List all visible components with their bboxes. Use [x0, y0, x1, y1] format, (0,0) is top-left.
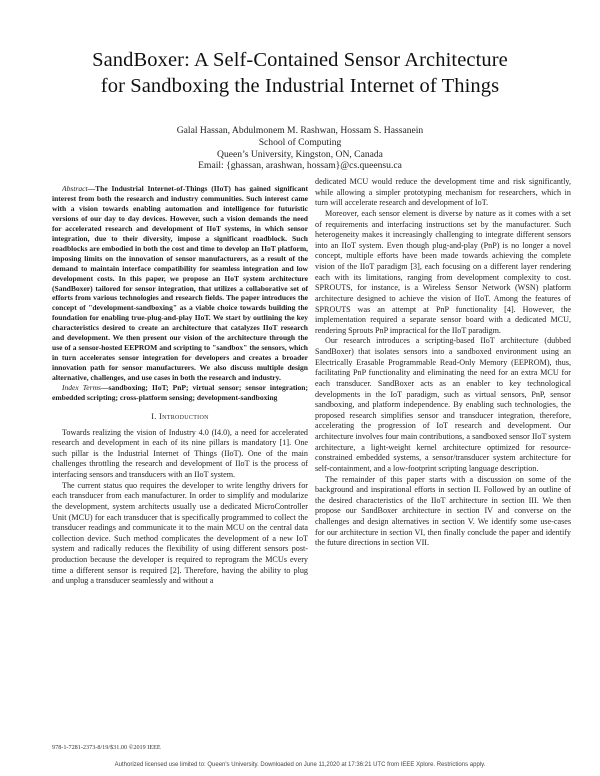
right-column [315, 177, 571, 549]
intro-paragraph-1: Towards realizing the vision of Industry 4.0 (I4.0), a need for accelerated research and development in each of its nine pillars is mandatory [1]. One such pillar is the Industrial Internet of Things (IIoT). One of the main challenges throttling the research and development of IIoT is the process of interfacing sensors and transducers with an IIoT system. [52, 427, 308, 480]
intro-paragraph-2: The current status quo requires the developer to write lengthy drivers for each transducer from each manufacturer. In order to simplify and modularize the development, system architects usually use a dedicated MicroController Unit (MCU) for each transducer that is specifically programmed to collect the transducer readings and communicate it to the main MCU on the central data collection device. Such method complicates the development of a new IoT system and radically reduces the flexibility of using different sensors post-production because the developer is required to reprogram the MCUs every time a different sensor is required [2]. Therefore, having the ability to plug and unplug a transducer seamlessly and without a [52, 480, 308, 586]
title-line-1: SandBoxer: A Self-Contained Sensor Architecture [92, 49, 508, 71]
section-heading-introduction: I. Introduction [151, 411, 209, 421]
index-terms-lead: Index Terms [62, 383, 101, 393]
author-department: School of Computing [258, 136, 342, 148]
abstract-text: —The Industrial Internet-of-Things (IIoT) has gained significant interest from both the research and industry communities. Such interest came with a vision towards enabling automation and intelligence for futuristic versions of our day to day devices. However, such a vision demands the need for accelerated research and development of IIoT systems, in which sensor integration, due to their diversity, impose a significant roadblock. Such roadblocks are embodied in both the cost and time to develop an IIoT platform, imposing limits on the innovation of sensor manufacturers, as a result of the demand to maintain interface compatibility for seamless integration and low development costs. In this paper, we propose an IIoT system architecture (SandBoxer) tailored for sensor integration, that utilizes a collaborative set of efforts from various technologies and research fields. The paper introduces the concept of "development-sandboxing" as a viable choice towards building the foundation for enabling true-plug-and-play IIoT. We start by outlining the key characteristics desired to create an architecture that catalyzes IIoT research and development. We then present our vision of the architecture through the use of a sensor-hosted EEPROM and scripting to "sandbox" the sensors, which in turn accelerates sensor integration for developers and creates a broader innovation path for sensor manufacturers. We also discuss multiple design alternative, challenges, and use cases in both the research and industry. [52, 184, 308, 383]
left-column [52, 184, 308, 587]
abstract [52, 184, 308, 383]
author-affiliation: Queen’s University, Kingston, ON, Canada [217, 148, 383, 160]
paper-title [0, 47, 600, 99]
body-paragraph-outline: The remainder of this paper starts with a discussion on some of the background and inspirational efforts in section II. Followed by an outline of the desired characteristics of the IIoT architecture in section III. We then propose our SandBoxer architecture in section IV and converse on the challenges and design alternatives in section V. We identify some use-cases for our architecture in section VI, then finally conclude the paper and identify the future directions in section VII. [315, 474, 571, 548]
body-paragraph-continued: dedicated MCU would reduce the development time and risk significantly, while allowing a simpler prototyping mechanism for researchers, which in turn will accelerate research and development of IoT. [315, 177, 571, 208]
body-paragraph-contributions: Our research introduces a scripting-based IIoT architecture (dubbed SandBoxer) that isolates sensors into a sandboxed environment using an Electrically Erasable Programmable Read-Only Memory (EEPROM), thus, facilitating PnP functionality and eliminating the need for an extra MCU for each transducer. SandBoxer acts as an enabler to key technological developments in the IoT paradigm, such as virtual sensors, PnP, sensor sandboxing, and platform independence. By enabling such technologies, the proposed research simplifies sensor and transducer integration, therefore, accelerating the progression of IoT research and development. Our architecture involves four main contributions, a sandboxed sensor IIoT system architecture, a light-weight kernel architecture optimized for resource-constrained embedded systems, a sensor/transducer system architecture for self-containment, and a low-footprint scripting language description. [315, 336, 571, 473]
author-names: Galal Hassan, Abdulmonem M. Rashwan, Hossam S. Hassanein [176, 125, 424, 136]
abstract-lead: Abstract [62, 184, 88, 193]
isbn-copyright: 978-1-7281-2373-8/19/$31.00 ©2019 IEEE [52, 744, 161, 751]
index-terms [52, 383, 308, 403]
title-line-2: for Sandboxing the Industrial Internet of Things [100, 75, 500, 97]
author-block [0, 125, 600, 172]
license-notice: Authorized licensed use limited to: Queen's University. Downloaded on June 11,2020 at 17:36:21 UTC from IEEE Xplore. Restrictions apply. [114, 762, 486, 768]
index-terms-text: —sandboxing; IIoT; PnP; virtual sensor; sensor integration; embedded scripting; cross-platform sensing; development-sandboxing [52, 383, 308, 403]
body-paragraph-heterogeneity: Moreover, each sensor element is diverse by nature as it comes with a set of requirements and interfacing instructions set by the manufacturer. Such heterogeneity makes it increasingly challenging to integrate different sensors into an IIoT system. Even though plug-and-play (PnP) is no longer a novel concept, multiple efforts have been made towards achieving the complete vision of the IIoT paradigm [3], each focusing on a different layer rendering each with its limitations, ranging from development complexity to cost. SPROUTS, for instance, is a Wireless Sensor Network (WSN) platform architecture designed to achieve the vision of IIoT. Among the features of SPROUTS was an attempt at PnP functionality [4]. However, the implementation required a separate sensor board with a dedicated MCU, rendering Sprouts PnP impractical for the IIoT paradigm. [315, 208, 571, 335]
author-email: Email: {ghassan, arashwan, hossam}@cs.queensu.ca [198, 160, 402, 172]
